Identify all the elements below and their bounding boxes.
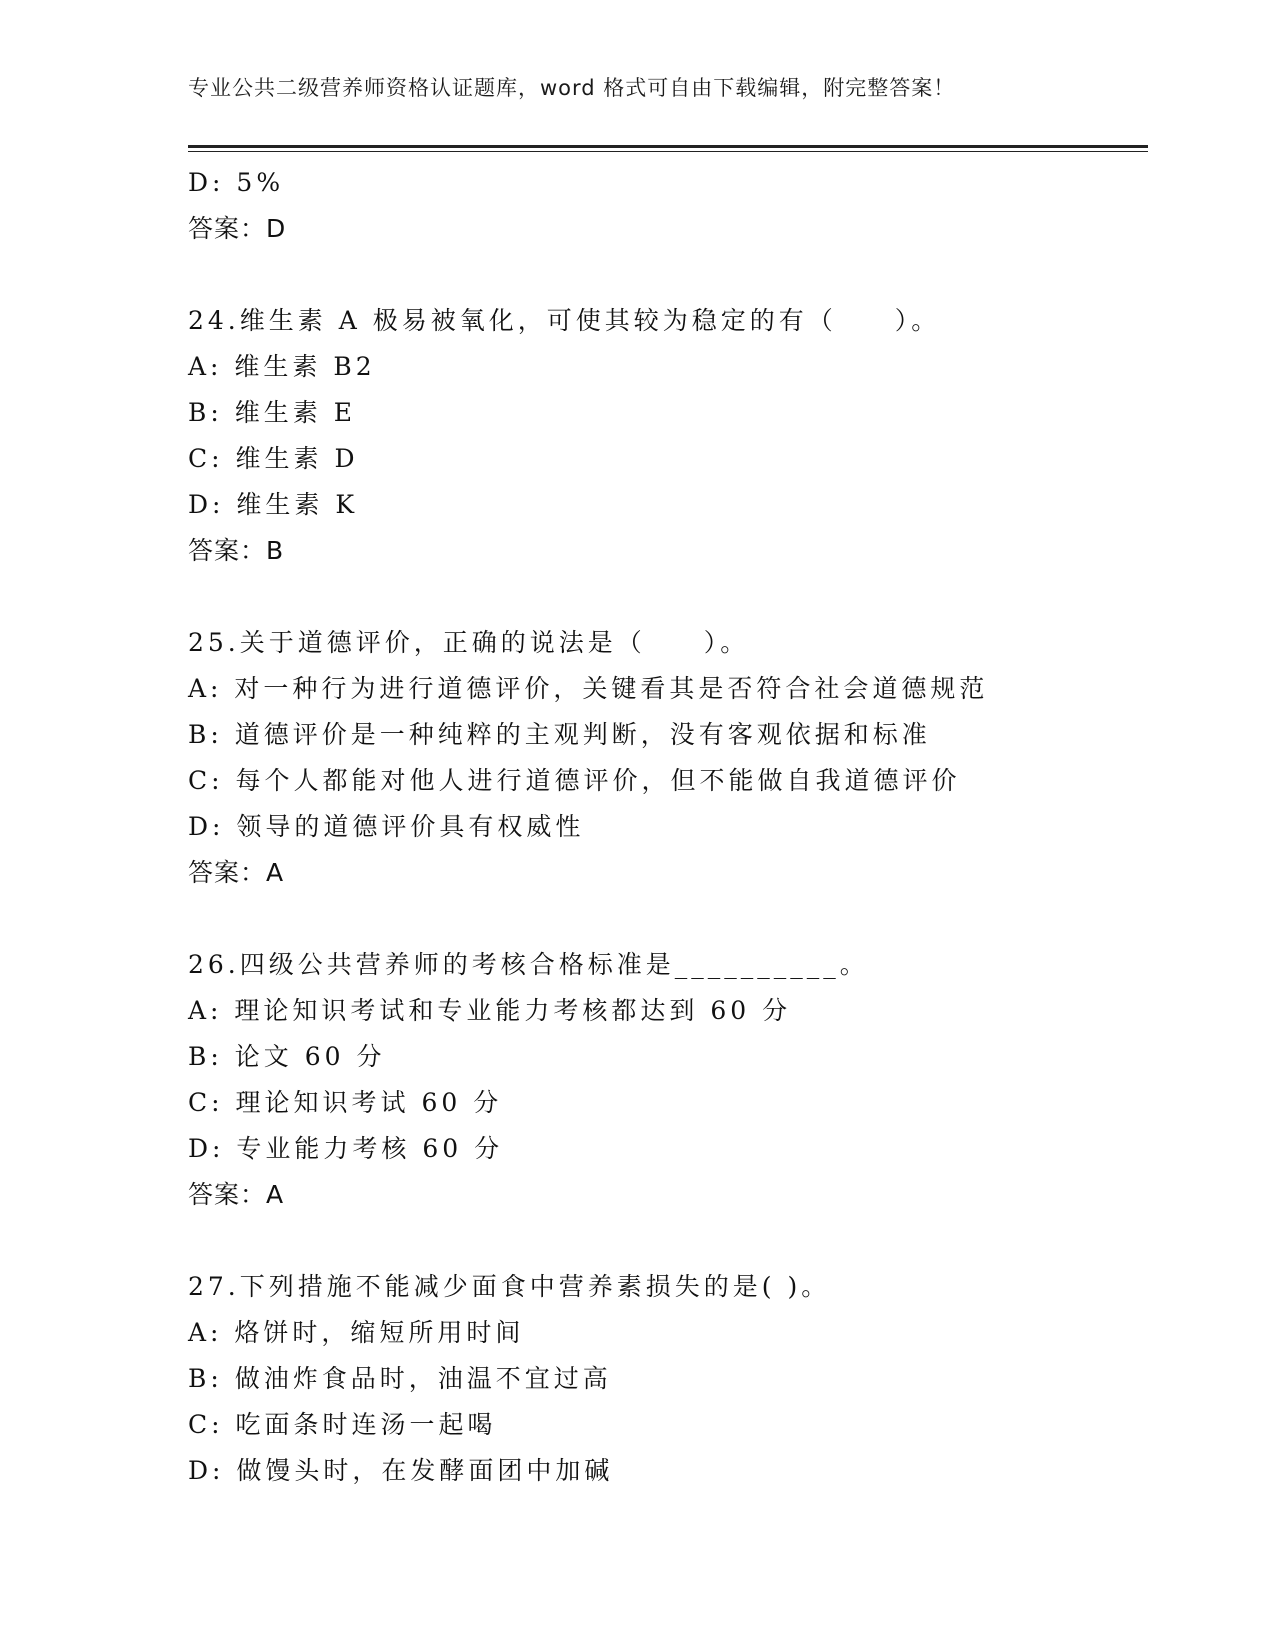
prev-answer: 答案：D	[188, 214, 287, 243]
option-b: B: 做油炸食品时，油温不宜过高	[188, 1364, 612, 1393]
question-stem: 25.关于道德评价，正确的说法是（ ）。	[188, 628, 750, 657]
option-b: B: 道德评价是一种纯粹的主观判断，没有客观依据和标准	[188, 720, 931, 749]
prev-option-d: D: 5%	[188, 168, 285, 197]
question-27	[188, 1264, 1148, 1494]
question-content	[188, 160, 1148, 1494]
answer: 答案：A	[188, 1180, 285, 1209]
question-24	[188, 298, 1148, 574]
question-stem: 24.维生素 A 极易被氧化，可使其较为稳定的有（ ）。	[188, 306, 941, 335]
option-d: D: 领导的道德评价具有权威性	[188, 812, 585, 841]
question-stem: 26.四级公共营养师的考核合格标准是__________。	[188, 950, 869, 979]
option-a: A: 对一种行为进行道德评价，关键看其是否符合社会道德规范	[188, 674, 989, 703]
option-a: A: 烙饼时，缩短所用时间	[188, 1318, 525, 1347]
option-b: B: 维生素 E	[188, 398, 356, 427]
option-a: A: 维生素 B2	[188, 352, 376, 381]
answer: 答案：A	[188, 858, 285, 887]
option-d: D: 做馒头时，在发酵面团中加碱	[188, 1456, 614, 1485]
option-c: C: 维生素 D	[188, 444, 359, 473]
question-stem: 27.下列措施不能减少面食中营养素损失的是( )。	[188, 1272, 831, 1301]
header-rule-thin	[188, 151, 1148, 152]
page-header: 专业公共二级营养师资格认证题库，word 格式可自由下载编辑，附完整答案！	[188, 76, 956, 100]
option-d: D: 专业能力考核 60 分	[188, 1134, 504, 1163]
question-25	[188, 620, 1148, 896]
answer: 答案：B	[188, 536, 285, 565]
option-d: D: 维生素 K	[188, 490, 359, 519]
option-c: C: 理论知识考试 60 分	[188, 1088, 503, 1117]
option-c: C: 每个人都能对他人进行道德评价，但不能做自我道德评价	[188, 766, 961, 795]
question-26	[188, 942, 1148, 1218]
header-rule-thick	[188, 145, 1148, 148]
option-b: B: 论文 60 分	[188, 1042, 386, 1071]
option-a: A: 理论知识考试和专业能力考核都达到 60 分	[188, 996, 792, 1025]
option-c: C: 吃面条时连汤一起喝	[188, 1410, 497, 1439]
